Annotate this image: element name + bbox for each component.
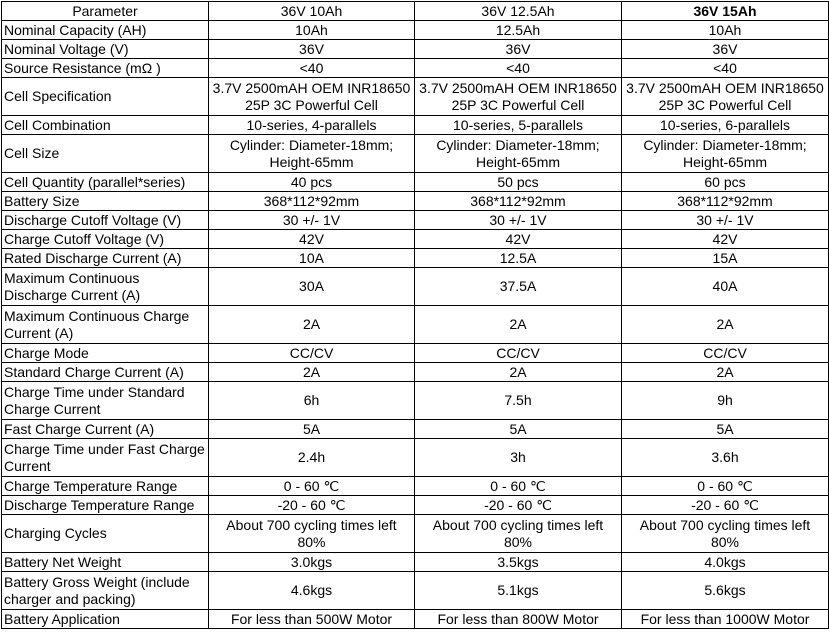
table-row xyxy=(2,249,829,268)
table-row xyxy=(2,515,829,553)
table-row xyxy=(2,363,829,382)
param-cell: Charge Time under Standard Charge Current xyxy=(2,382,209,420)
param-cell: Nominal Voltage (V) xyxy=(2,40,209,59)
table-row xyxy=(2,344,829,363)
value-cell: 10-series, 6-parallels xyxy=(622,116,829,135)
param-cell: Charge Cutoff Voltage (V) xyxy=(2,230,209,249)
table-row xyxy=(2,572,829,610)
param-cell: Battery Net Weight xyxy=(2,553,209,572)
value-cell: CC/CV xyxy=(415,344,622,363)
value-cell: 10Ah xyxy=(622,21,829,40)
value-cell: 30 +/- 1V xyxy=(415,211,622,230)
table-row xyxy=(2,78,829,116)
table-row xyxy=(2,382,829,420)
param-cell: Nominal Capacity (AH) xyxy=(2,21,209,40)
value-cell: 0 - 60 ℃ xyxy=(415,477,622,496)
table-row xyxy=(2,439,829,477)
param-cell: Cell Quantity (parallel*series) xyxy=(2,173,209,192)
value-cell: 2A xyxy=(622,363,829,382)
param-cell: Rated Discharge Current (A) xyxy=(2,249,209,268)
value-cell: 0 - 60 ℃ xyxy=(209,477,415,496)
value-cell: 42V xyxy=(415,230,622,249)
param-cell: Maximum Continuous Charge Current (A) xyxy=(2,306,209,344)
param-cell: Standard Charge Current (A) xyxy=(2,363,209,382)
value-cell: 3.7V 2500mAH OEM INR18650 25P 3C Powerful Cell xyxy=(209,78,415,116)
value-cell: -20 - 60 ℃ xyxy=(415,496,622,515)
table-row xyxy=(2,40,829,59)
value-cell: For less than 1000W Motor xyxy=(622,610,829,629)
value-cell: 2A xyxy=(415,363,622,382)
table-row xyxy=(2,553,829,572)
value-cell: 2A xyxy=(209,363,415,382)
param-cell: Charging Cycles xyxy=(2,515,209,553)
table-row xyxy=(2,59,829,78)
header-parameter: Parameter xyxy=(2,2,209,21)
value-cell: For less than 800W Motor xyxy=(415,610,622,629)
value-cell: About 700 cycling times left 80% xyxy=(622,515,829,553)
value-cell: 36V xyxy=(622,40,829,59)
value-cell: <40 xyxy=(415,59,622,78)
param-cell: Fast Charge Current (A) xyxy=(2,420,209,439)
value-cell: 368*112*92mm xyxy=(209,192,415,211)
value-cell: 10-series, 4-parallels xyxy=(209,116,415,135)
value-cell: 2A xyxy=(415,306,622,344)
value-cell: CC/CV xyxy=(622,344,829,363)
value-cell: <40 xyxy=(622,59,829,78)
param-cell: Charge Temperature Range xyxy=(2,477,209,496)
value-cell: 36V xyxy=(209,40,415,59)
table-row xyxy=(2,135,829,173)
value-cell: 60 pcs xyxy=(622,173,829,192)
value-cell: 6h xyxy=(209,382,415,420)
value-cell: Cylinder: Diameter-18mm; Height-65mm xyxy=(622,135,829,173)
value-cell: 50 pcs xyxy=(415,173,622,192)
value-cell: 3.7V 2500mAH OEM INR18650 25P 3C Powerful Cell xyxy=(622,78,829,116)
table-row xyxy=(2,116,829,135)
param-cell: Source Resistance (mΩ ) xyxy=(2,59,209,78)
param-cell: Battery Gross Weight (include charger and packing) xyxy=(2,572,209,610)
table-row xyxy=(2,211,829,230)
battery-spec-table xyxy=(1,1,829,629)
param-cell: Discharge Cutoff Voltage (V) xyxy=(2,211,209,230)
header-row xyxy=(2,2,829,21)
value-cell: 5A xyxy=(209,420,415,439)
value-cell: 37.5A xyxy=(415,268,622,306)
table-row xyxy=(2,230,829,249)
value-cell: For less than 500W Motor xyxy=(209,610,415,629)
table-row xyxy=(2,420,829,439)
value-cell: 368*112*92mm xyxy=(415,192,622,211)
value-cell: 3.0kgs xyxy=(209,553,415,572)
value-cell: 42V xyxy=(209,230,415,249)
value-cell: 5.1kgs xyxy=(415,572,622,610)
value-cell: Cylinder: Diameter-18mm; Height-65mm xyxy=(209,135,415,173)
value-cell: About 700 cycling times left 80% xyxy=(209,515,415,553)
header-36v-10ah: 36V 10Ah xyxy=(209,2,415,21)
value-cell: 10Ah xyxy=(209,21,415,40)
value-cell: 12.5A xyxy=(415,249,622,268)
param-cell: Charge Mode xyxy=(2,344,209,363)
value-cell: -20 - 60 ℃ xyxy=(209,496,415,515)
table-row xyxy=(2,192,829,211)
value-cell: 42V xyxy=(622,230,829,249)
value-cell: 30 +/- 1V xyxy=(622,211,829,230)
value-cell: 5.6kgs xyxy=(622,572,829,610)
value-cell: CC/CV xyxy=(209,344,415,363)
value-cell: <40 xyxy=(209,59,415,78)
value-cell: 3.5kgs xyxy=(415,553,622,572)
value-cell: Cylinder: Diameter-18mm; Height-65mm xyxy=(415,135,622,173)
table-row xyxy=(2,610,829,629)
value-cell: 40 pcs xyxy=(209,173,415,192)
value-cell: About 700 cycling times left 80% xyxy=(415,515,622,553)
value-cell: 7.5h xyxy=(415,382,622,420)
value-cell: 10-series, 5-parallels xyxy=(415,116,622,135)
value-cell: 368*112*92mm xyxy=(622,192,829,211)
value-cell: 15A xyxy=(622,249,829,268)
value-cell: 4.0kgs xyxy=(622,553,829,572)
param-cell: Cell Size xyxy=(2,135,209,173)
value-cell: 2A xyxy=(209,306,415,344)
value-cell: 3.6h xyxy=(622,439,829,477)
table-row xyxy=(2,21,829,40)
value-cell: 12.5Ah xyxy=(415,21,622,40)
param-cell: Cell Specification xyxy=(2,78,209,116)
value-cell: 3.7V 2500mAH OEM INR18650 25P 3C Powerful Cell xyxy=(415,78,622,116)
table-row xyxy=(2,306,829,344)
value-cell: -20 - 60 ℃ xyxy=(622,496,829,515)
param-cell: Battery Size xyxy=(2,192,209,211)
table-row xyxy=(2,477,829,496)
value-cell: 30 +/- 1V xyxy=(209,211,415,230)
value-cell: 2A xyxy=(622,306,829,344)
header-36v-12-5ah: 36V 12.5Ah xyxy=(415,2,622,21)
param-cell: Cell Combination xyxy=(2,116,209,135)
value-cell: 3h xyxy=(415,439,622,477)
value-cell: 36V xyxy=(415,40,622,59)
value-cell: 9h xyxy=(622,382,829,420)
table-row xyxy=(2,496,829,515)
value-cell: 5A xyxy=(622,420,829,439)
header-36v-15ah: 36V 15Ah xyxy=(622,2,829,21)
value-cell: 0 - 60 ℃ xyxy=(622,477,829,496)
param-cell: Maximum Continuous Discharge Current (A) xyxy=(2,268,209,306)
value-cell: 2.4h xyxy=(209,439,415,477)
value-cell: 10A xyxy=(209,249,415,268)
param-cell: Battery Application xyxy=(2,610,209,629)
param-cell: Discharge Temperature Range xyxy=(2,496,209,515)
param-cell: Charge Time under Fast Charge Current xyxy=(2,439,209,477)
value-cell: 40A xyxy=(622,268,829,306)
value-cell: 4.6kgs xyxy=(209,572,415,610)
table-row xyxy=(2,173,829,192)
table-row xyxy=(2,268,829,306)
value-cell: 30A xyxy=(209,268,415,306)
value-cell: 5A xyxy=(415,420,622,439)
